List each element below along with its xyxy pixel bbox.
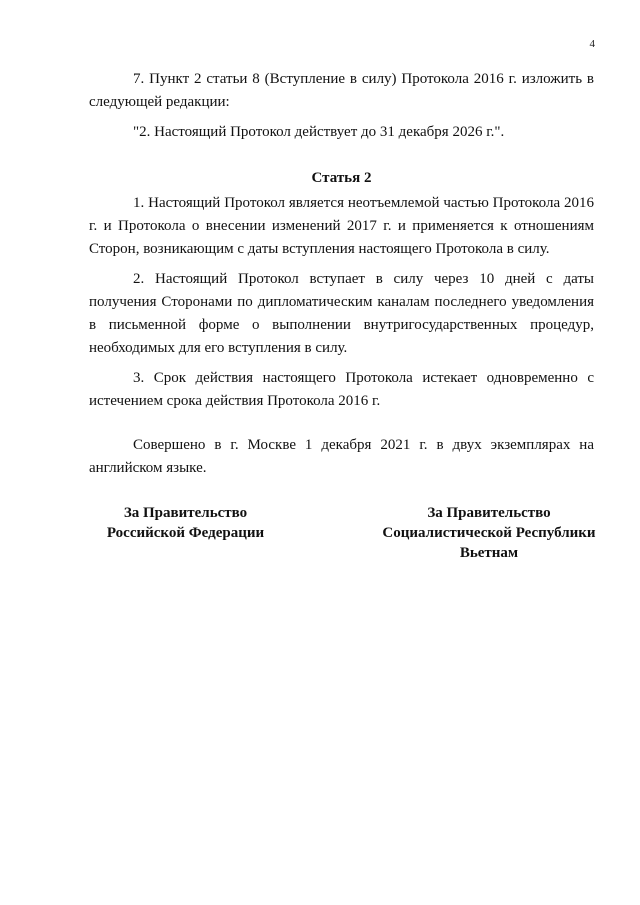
article-2-section [89,192,594,413]
signature-block-vietnam [368,503,610,563]
paragraph-item-7: 7. Пункт 2 статьи 8 (Вступление в силу) Протокола 2016 г. изложить в следующей редакции: [89,71,594,110]
article-heading: Статья 2 [311,170,372,186]
signature-line: Вьетнам [459,545,519,561]
article-paragraph-3: 3. Срок действия настоящего Протокола истекает одновременно с истечением срока действия Протокола 2016 г. [89,370,594,409]
page-number: 4 [589,38,595,50]
closing-section [89,434,594,480]
paragraph-quote: "2. Настоящий Протокол действует до 31 декабря 2026 г.". [133,124,505,140]
amendment-section [89,68,594,144]
signature-line: За Правительство [123,505,248,521]
closing-paragraph: Совершено в г. Москве 1 декабря 2021 г. в двух экземплярах на английском языке. [89,437,594,476]
article-paragraph-2: 2. Настоящий Протокол вступает в силу через 10 дней с даты получения Сторонами по дипломатическим каналам последнего уведомления в письменной форме о выполнении внутригосударственных процедур, необходимых для его вступления в силу. [89,271,594,356]
signature-line: Российской Федерации [106,525,265,541]
article-paragraph-1: 1. Настоящий Протокол является неотъемлемой частью Протокола 2016 г. и Протокола о внесении изменений 2017 г. и применяется к отношениям Сторон, возникающим с даты вступления настоящего Протокола в силу. [89,195,594,257]
signature-block-russia [88,503,283,543]
signature-line: Социалистической Республики [382,525,596,541]
signature-line: За Правительство [427,505,551,521]
